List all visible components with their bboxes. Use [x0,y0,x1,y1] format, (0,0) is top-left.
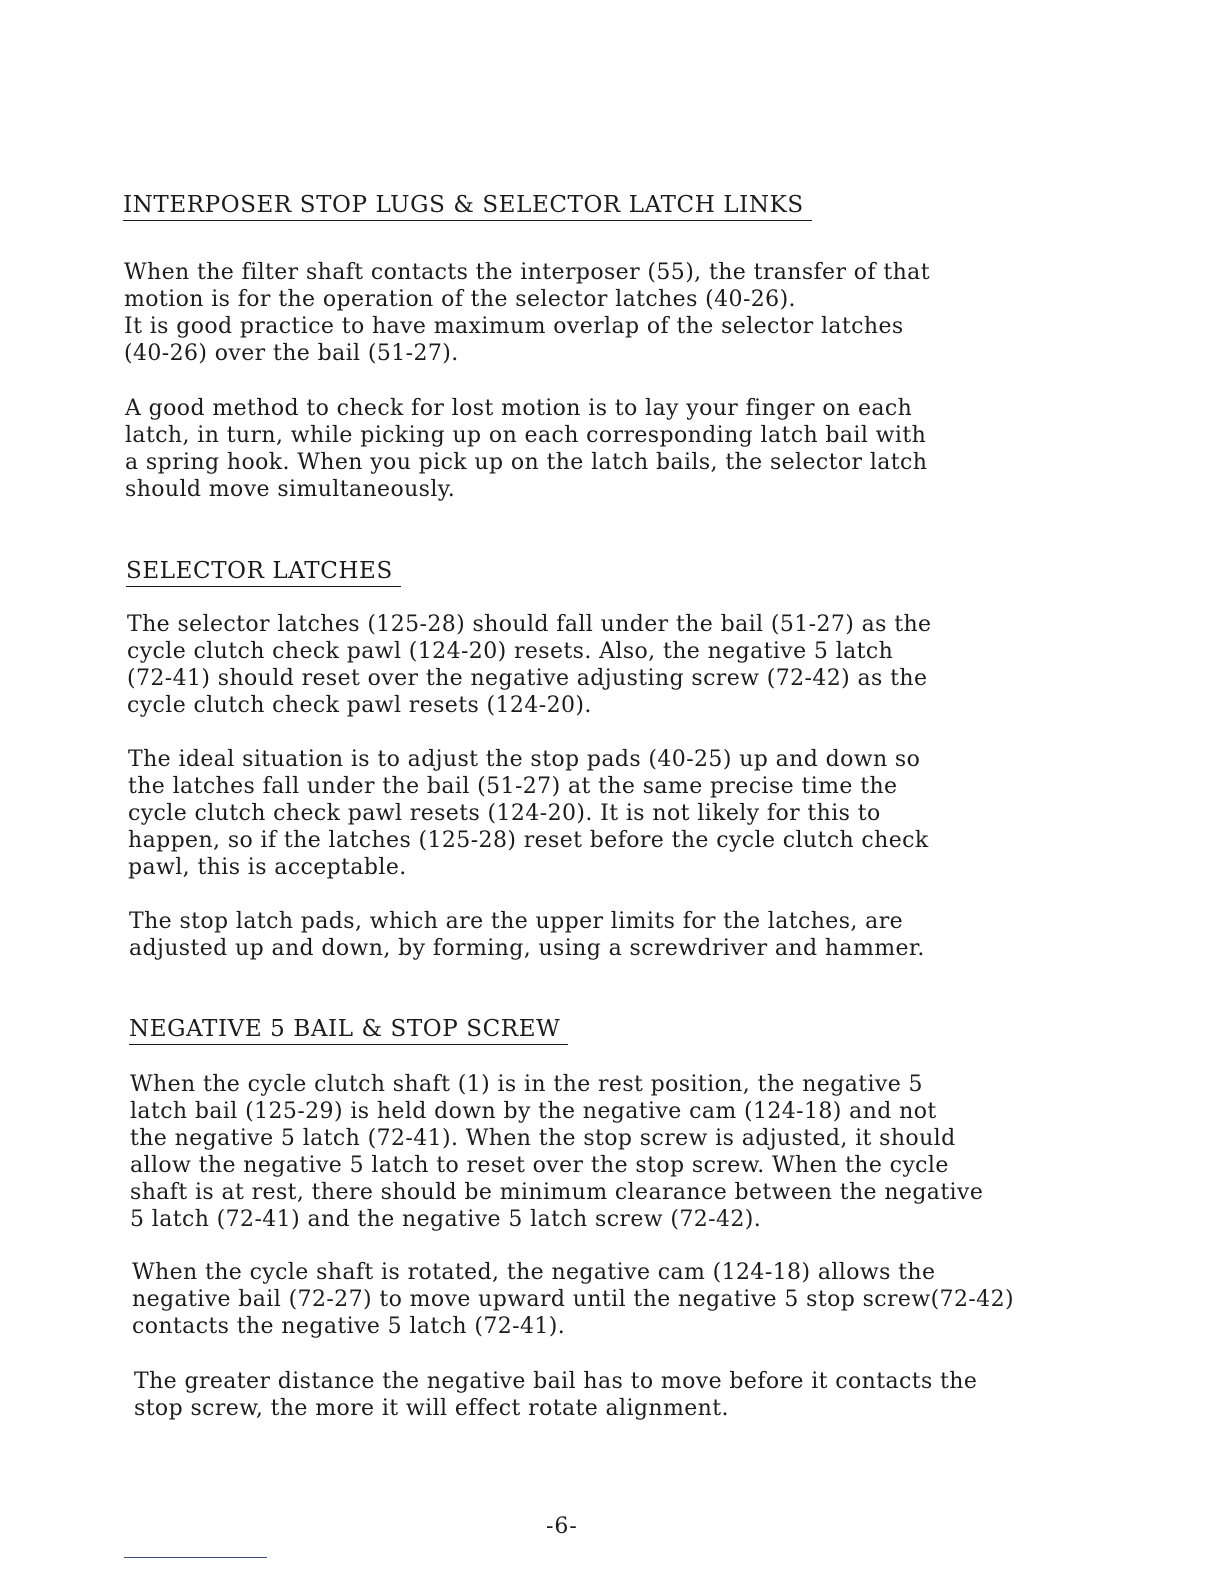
section-heading-selector-latches: SELECTOR LATCHES [126,558,401,587]
text-line: pawl, this is acceptable. [128,855,407,880]
paragraph-cycle-clutch-rest [130,1071,983,1233]
text-line: a spring hook. When you pick up on the latch bails, the selector latch [125,450,928,475]
text-line: latch, in turn, while picking up on each corresponding latch bail with [125,423,927,448]
text-line: contacts the negative 5 latch (72-41). [132,1314,566,1339]
text-line: A good method to check for lost motion is to lay your finger on each [125,396,913,421]
paragraph-cycle-shaft-rotated [132,1259,1014,1340]
paragraph-greater-distance [134,1368,977,1422]
text-line: The ideal situation is to adjust the stop pads (40-25) up and down so [128,747,921,772]
text-line: The stop latch pads, which are the upper limits for the latches, are [129,909,904,934]
text-line: shaft is at rest, there should be minimum clearance between the negative [130,1180,984,1205]
text-line: When the filter shaft contacts the interposer (55), the transfer of that [124,260,930,285]
text-line: latch bail (125-29) is held down by the negative cam (124-18) and not [130,1099,937,1124]
section-heading-negative-5-bail: NEGATIVE 5 BAIL & STOP SCREW [129,1016,568,1045]
text-line: The greater distance the negative bail has to move before it contacts the [134,1369,978,1394]
text-line: motion is for the operation of the selector latches (40-26). [124,287,796,312]
text-line: The selector latches (125-28) should fall under the bail (51-27) as the [127,612,932,637]
paragraph-stop-latch-pads [129,908,925,962]
footer-rule [124,1557,267,1558]
text-line: (72-41) should reset over the negative adjusting screw (72-42) as the [127,666,928,691]
text-line: When the cycle shaft is rotated, the negative cam (124-18) allows the [132,1260,936,1285]
paragraph-filter-shaft [124,259,930,367]
paragraph-lost-motion-check [125,395,927,503]
section-heading-interposer-stop-lugs: INTERPOSER STOP LUGS & SELECTOR LATCH LINKS [123,192,812,221]
text-line: allow the negative 5 latch to reset over the stop screw. When the cycle [130,1153,949,1178]
text-line: cycle clutch check pawl resets (124-20). It is not likely for this to [128,801,881,826]
text-line: stop screw, the more it will effect rotate alignment. [134,1396,729,1421]
paragraph-selector-latches-fall [127,611,931,719]
text-line: negative bail (72-27) to move upward until the negative 5 stop screw(72-42) [132,1287,1014,1312]
text-line: the latches fall under the bail (51-27) at the same precise time the [128,774,898,799]
text-line: the negative 5 latch (72-41). When the stop screw is adjusted, it should [130,1126,956,1151]
paragraph-ideal-situation [128,746,929,881]
text-line: When the cycle clutch shaft (1) is in the rest position, the negative 5 [130,1072,923,1097]
text-line: (40-26) over the bail (51-27). [124,341,459,366]
text-line: cycle clutch check pawl (124-20) resets. Also, the negative 5 latch [127,639,894,664]
text-line: cycle clutch check pawl resets (124-20). [127,693,592,718]
text-line: happen, so if the latches (125-28) reset before the cycle clutch check [128,828,929,853]
page-number: -6- [546,1514,578,1539]
text-line: It is good practice to have maximum overlap of the selector latches [124,314,904,339]
text-line: adjusted up and down, by forming, using a screwdriver and hammer. [129,936,925,961]
text-line: 5 latch (72-41) and the negative 5 latch screw (72-42). [130,1207,762,1232]
text-line: should move simultaneously. [125,477,456,502]
